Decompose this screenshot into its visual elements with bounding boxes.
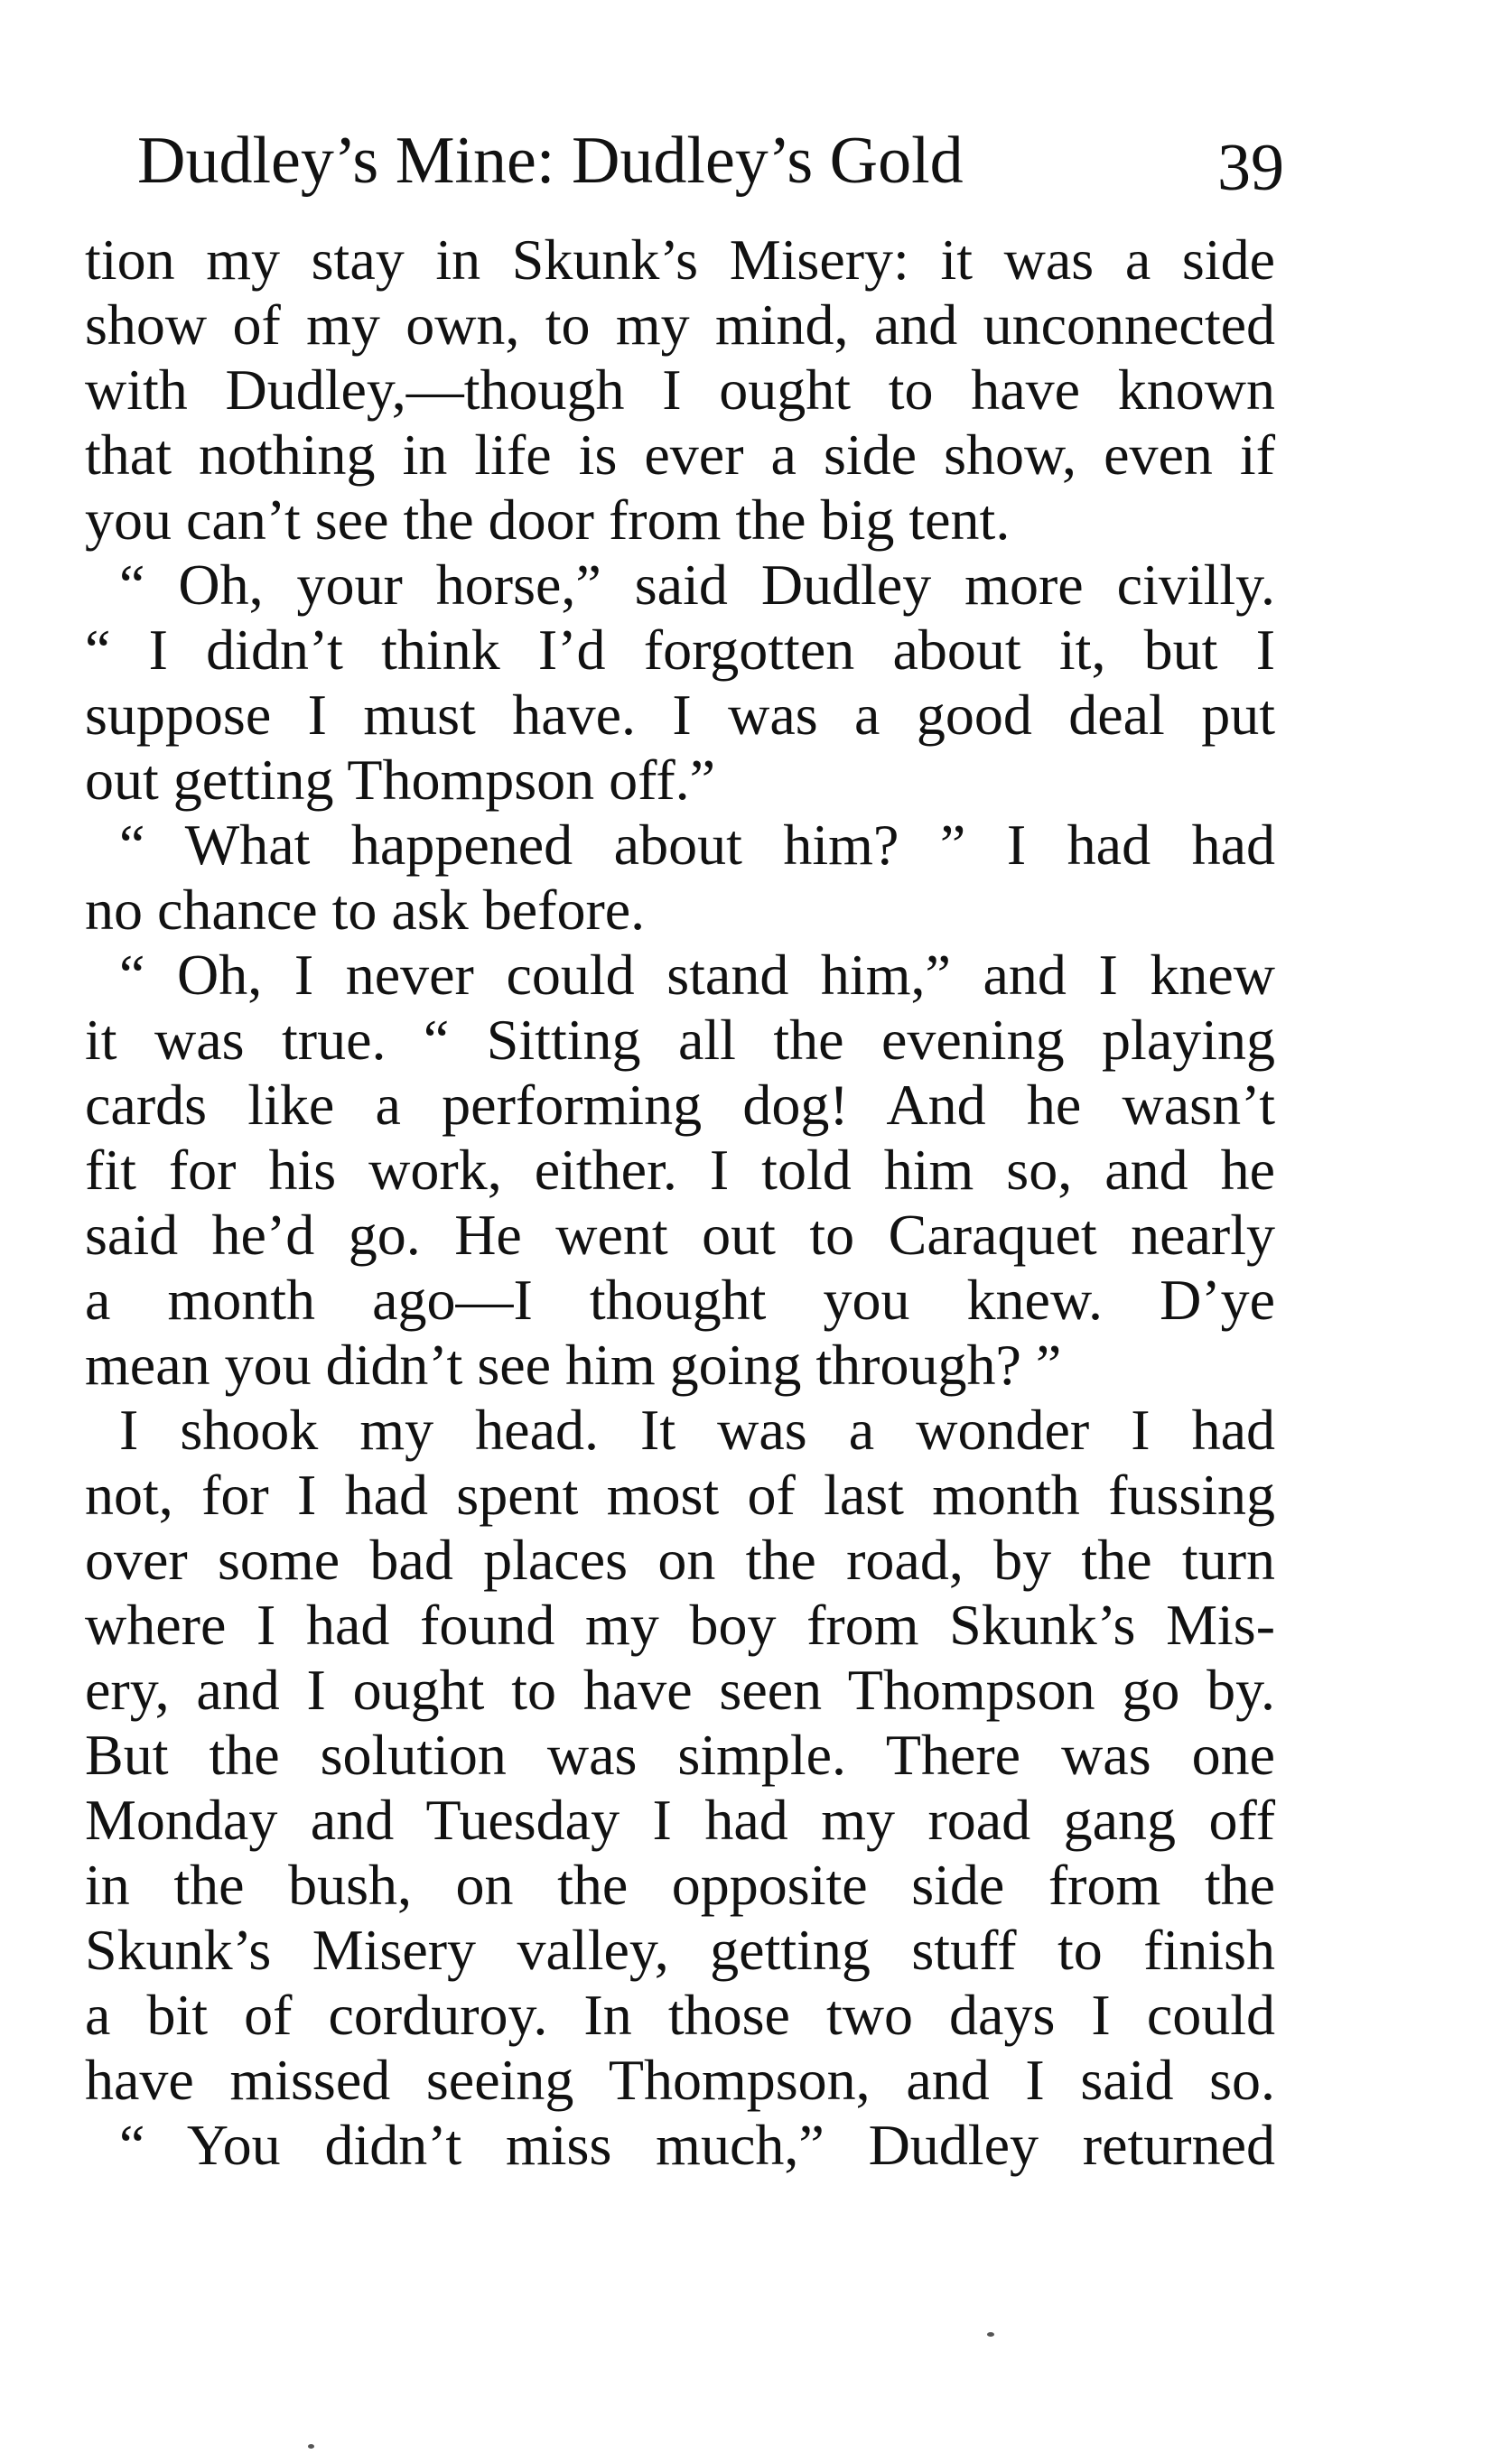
text-line: have missed seeing Thompson, and I said so. (85, 2048, 1275, 2112)
text-line: Skunk’s Misery valley, getting stuff to finish (85, 1918, 1275, 1982)
text-line: ery, and I ought to have seen Thompson go by. (85, 1658, 1275, 1722)
text-line: cards like a performing dog! And he wasn’t (85, 1073, 1275, 1137)
text-line: fit for his work, either. I told him so, and he (85, 1138, 1275, 1202)
text-line: said he’d go. He went out to Caraquet nearly (85, 1203, 1275, 1267)
page-number: 39 (1217, 131, 1284, 205)
text-line: that nothing in life is ever a side show, even if (85, 423, 1275, 487)
text-line: no chance to ask before. (85, 878, 646, 942)
text-line: mean you didn’t see him going through? ” (85, 1333, 1062, 1397)
text-line: with Dudley,—though I ought to have known (85, 358, 1275, 422)
text-line: where I had found my boy from Skunk’s Mis- (85, 1593, 1275, 1657)
text-line: “ I didn’t think I’d forgotten about it, but I (85, 618, 1275, 682)
print-speck (987, 2332, 994, 2337)
text-line: not, for I had spent most of last month fussing (85, 1463, 1275, 1527)
text-line: a bit of corduroy. In those two days I could (85, 1983, 1275, 2047)
text-line: a month ago—I thought you knew. D’ye (85, 1268, 1275, 1332)
text-line: “ You didn’t miss much,” Dudley returned (119, 2113, 1275, 2177)
text-line: “ What happened about him? ” I had had (119, 813, 1275, 877)
body-text (85, 228, 1275, 2178)
running-title: Dudley’s Mine: Dudley’s Gold (137, 124, 964, 198)
text-line: But the solution was simple. There was one (85, 1723, 1275, 1787)
text-line: out getting Thompson off.” (85, 748, 716, 812)
text-line: in the bush, on the opposite side from the (85, 1853, 1275, 1917)
text-line: suppose I must have. I was a good deal put (85, 683, 1275, 747)
text-line: “ Oh, I never could stand him,” and I knew (119, 943, 1275, 1007)
text-line: show of my own, to my mind, and unconnected (85, 293, 1275, 357)
text-line: it was true. “ Sitting all the evening playing (85, 1008, 1275, 1072)
text-line: you can’t see the door from the big tent. (85, 488, 1011, 552)
text-line: over some bad places on the road, by the turn (85, 1528, 1275, 1592)
text-line: I shook my head. It was a wonder I had (119, 1398, 1275, 1462)
text-line: Monday and Tuesday I had my road gang off (85, 1788, 1275, 1852)
running-head (137, 116, 1284, 206)
text-line: “ Oh, your horse,” said Dudley more civilly. (119, 553, 1275, 617)
print-speck (308, 2444, 314, 2449)
text-line: tion my stay in Skunk’s Misery: it was a side (85, 228, 1275, 292)
